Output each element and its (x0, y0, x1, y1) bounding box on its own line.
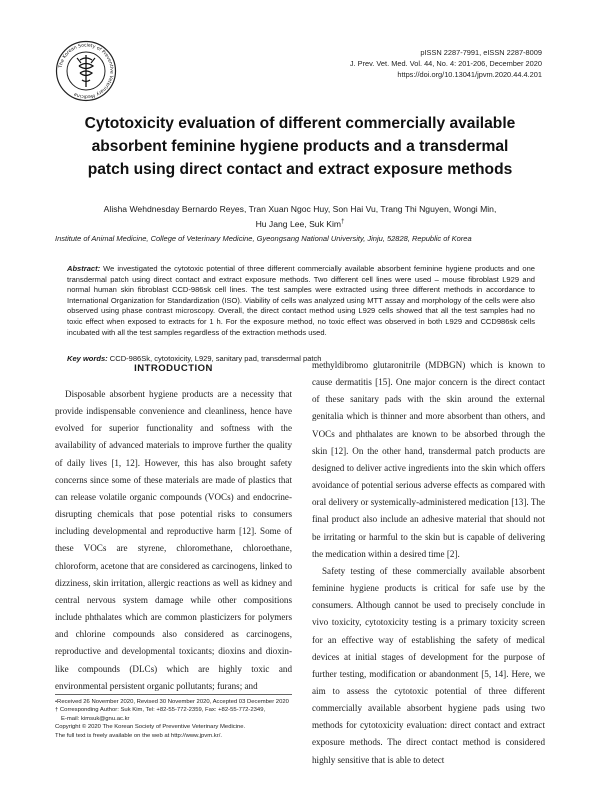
footnote-copyright: Copyright © 2020 The Korean Society of Preventive Veterinary Medicine. (55, 724, 246, 731)
footnote (55, 698, 300, 740)
footnote-divider (55, 694, 292, 695)
intro-paragraph-2: Safety testing of these commercially available absorbent feminine hygiene products is critical for safe use by the consumers. Although cannot be used to precisely conclude in vivo toxicity, cytotoxicity testing is a primary toxicity screen for an effective way of establishing the safety of medical devices at initial stages of development for the purpose of further testing, modification or abandonment [5, 14]. Here, we aim to assess the cytotoxic potential of three different commercially available absorbent hygiene pads using two methods for cytotoxicity evaluation: direct contact and extract exposure methods. The direct contact method is considered highly sensitive that is able to detect (312, 565, 545, 765)
left-column (55, 386, 292, 695)
author-list (60, 203, 540, 231)
abstract-label: Abstract: (67, 264, 101, 273)
seal-ring-text: The Korean Society of Preventive Veterinary Medicine (58, 43, 114, 99)
title-line-3: patch using direct contact and extract exposure methods (87, 161, 513, 178)
keywords-text: CCD-986Sk, cytotoxicity, L929, sanitary pad, transdermal patch (109, 354, 322, 363)
right-column (312, 357, 545, 769)
intro-paragraph-1: Disposable absorbent hygiene products are a necessity that provide indispensable convenience and cleanliness, hence have evolved for superior functionality and softness with the availability of advanced materials to improve further the quality of daily lives [1, 12]. However, this has also brought safety concerns since some of these materials are made of plastics that can release volatile organic compounds (VOCs) and endocrine-disrupting chemicals that pose potential risks to consumers including developmental and reproductive harm [12]. Some of these VOCs are styrene, chloromethane, chloroethane, chloroform, acetone that are considered as carcinogens, linked to dizziness, skin irritation, allergic reactions as well as kidney and central nervous system damage while other compositions include phthalates which are common plasticizers for polymers and chlorine compounds also considered as carcinogens, reproductive and developmental toxicants; dioxins and dioxin-like compounds (DLCs) which are highly toxic and environmental persistent organic pollutants; furans; and (55, 389, 292, 691)
footnote-access[interactable]: The full text is freely available on the web at http://www.jpvm.kr/. (55, 732, 222, 739)
journal-citation: J. Prev. Vet. Med. Vol. 44, No. 4: 201-206, December 2020 (349, 59, 542, 69)
intro-paragraph-1-continued: methyldibromo glutaronitrile (MDBGN) which is known to cause dermatitis [15]. One major concern is the direct contact of these sanitary pads with the skin around the external genitalia which is thinner and more absorbent than others, and VOCs and phthalates are known to be absorbed through the skin [12]. On the other hand, transdermal patch products are designed to deliver active ingredients into the skin which offers avoidance of potential serious adverse effects as compared with oral delivery or systemically-administered medication [13]. The final product also include an adhesive material that should not be irritating or harmful to the skin but is capable of delivering the medication within a desired time [2]. (312, 360, 545, 559)
keywords-label: Key words: (67, 354, 108, 363)
abstract (67, 264, 535, 338)
authors-line-2-wrap (60, 216, 540, 231)
authors-line-2: Hu Jang Lee, Suk Kim (255, 219, 342, 230)
footnote-corresponding: † Corresponding Author: Suk Kim, Tel: +82-55-772-2359, Fax: +82-55-772-2349, (55, 707, 266, 714)
journal-issn: pISSN 2287-7991, eISSN 2287-8009 (420, 48, 542, 57)
corresponding-mark: † (341, 219, 345, 226)
introduction-heading: INTRODUCTION (134, 363, 213, 374)
footnote-email[interactable]: E-mail: kimsuk@gnu.ac.kr (61, 715, 130, 722)
journal-doi[interactable]: https://doi.org/10.13041/jpvm.2020.44.4.201 (397, 70, 542, 80)
journal-info (350, 47, 542, 81)
title-line-1: Cytotoxicity evaluation of different commercially available (84, 115, 516, 132)
authors-line-1: Alisha Wehdnesday Bernardo Reyes, Tran Xuan Ngoc Huy, Son Hai Vu, Trang Thi Nguyen, Wongi Min, (103, 204, 497, 214)
abstract-text: We investigated the cytotoxic potential of three different commercially available absorbent feminine hygiene products and one transdermal patch using direct contact and extract exposure methods. Two different cell lines were used – mouse fibroblast L929 and normal human skin fibroblast CCD-986sk cell lines. The test samples were extracted using three different methods in accordance to International Organization for Standardization (ISO). Viability of cells was analyzed using MTT assay and morphology of the cells were also observed using phase contrast microscopy. Overall, the direct contact method using L929 cells showed that all the test samples had no toxic effect when exposed to extracts for 1 h. For the exposure method, no toxic effect was observed in both L929 and CCD986sk cells incubated with all the test samples regardless of the extraction methods used. (67, 264, 535, 337)
footnote-received: •Received 26 November 2020, Revised 30 November 2020, Accepted 03 December 2020 (55, 699, 289, 705)
affiliation: Institute of Animal Medicine, College of Veterinary Medicine, Gyeongsang National University, Jinju, 52828, Republic of Korea (55, 234, 472, 243)
society-seal-logo (55, 40, 117, 102)
paper-title (60, 112, 540, 181)
title-line-2: absorbent feminine hygiene products and a transdermal (91, 138, 509, 155)
